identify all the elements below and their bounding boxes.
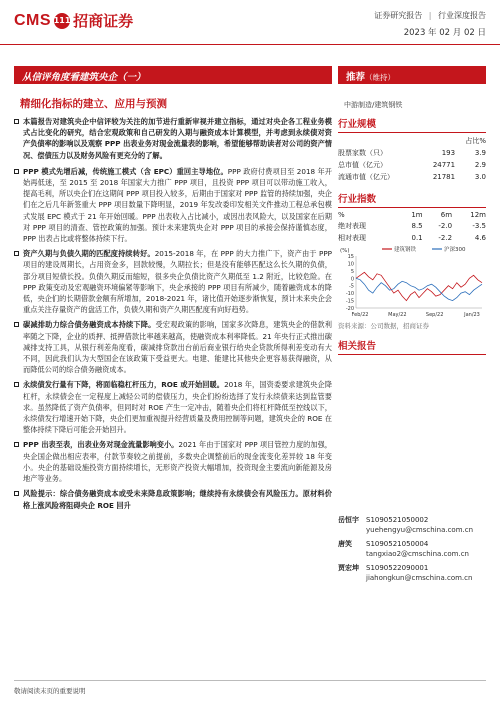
body-paragraph — [14, 379, 332, 435]
y-tick-label: -15 — [345, 298, 354, 305]
table-cell: 6m — [440, 211, 453, 219]
table-cell: 流通市值（亿元） — [338, 173, 394, 181]
rating-sub: （维持） — [365, 73, 396, 82]
analyst-license: S1090521050002 — [366, 516, 429, 524]
x-tick-label: May/22 — [388, 312, 407, 318]
paragraph-lead: 永续债发行量有下降，将面临稳杠杆压力，ROE 或开始回暖。 — [23, 380, 225, 390]
index-chart-svg — [338, 244, 486, 320]
rating-box — [338, 66, 486, 84]
y-tick-label: -5 — [349, 283, 354, 290]
table-cell: -2.2 — [438, 234, 453, 242]
legend-label: 沪深300 — [444, 247, 466, 253]
table-cell — [422, 135, 455, 147]
square-bullet-icon — [14, 251, 19, 256]
paragraph-text: PPP 政府付费项目至 2018 年开始再低迷，至 2015 至 2018 年国家大力推广 PPP 项目，且投资 PPP 项目可以带动施工收入，提高毛利，所以央企们在这期间 PPP 项目投入较多，后期由于国家对 PPP 监管的持续加强，央企们在之后几年新签重大 PPP 项目数量下降明显，2019 年发改委印发相关文件推动工程总承包模式发展 EPC 模式于 21 年开始回暖。PPP 出表收入占比减小，或因出表风险大，以及国家在后期对 PPP 项目的清查、管控政策的加强。预计未来建筑央企对 PPP 项目的承接会保持谨慎态度，PPP 出表占比或将整体持续下行。 — [23, 166, 332, 244]
table-cell — [338, 135, 422, 147]
scale-title: 行业规模 — [338, 116, 486, 133]
table-cell: 193 — [441, 149, 456, 157]
paragraph-text: 受宏观政策的影响，国家多次降息，建筑央企的借款利率随之下降，企业的质押、抵押借款比率越来越高，使融资成本利率降低。21 年央行正式推出碳减排支持工具，从银行利差角度看，碳减排贷款出台前后商业银行给央企贷款所得利差变动有大不同，因此我们认为大型国企在该政策下受益更大。电建、能建比其他央企更容易获得融资，从而降低公司的综合债务融资成本。 — [23, 320, 332, 375]
analyst-email[interactable]: tangxiao2@cmschina.com.cn — [366, 550, 469, 558]
analyst-name: 唐笑 — [338, 540, 352, 548]
body-paragraph — [14, 439, 332, 484]
paragraph-lead: 风险提示： — [23, 489, 60, 499]
table-row — [338, 159, 486, 171]
x-tick-label: Feb/22 — [351, 312, 369, 318]
chart-ylabel: (%) — [340, 248, 350, 254]
y-tick-label: -20 — [345, 306, 354, 312]
sidebar — [338, 116, 486, 583]
y-tick-label: 0 — [350, 276, 354, 283]
doc-type: 证券研究报告 — [374, 11, 423, 20]
table-cell: 1m — [411, 211, 423, 219]
header-meta — [370, 10, 486, 38]
body-paragraph — [14, 319, 332, 375]
table-cell: 占比% — [465, 137, 486, 145]
table-cell: 3.9 — [474, 149, 486, 157]
x-tick-label: Sep/22 — [425, 312, 444, 318]
body-paragraph — [14, 488, 332, 510]
industry-path: 中游制造/建筑钢铁 — [344, 101, 403, 109]
table-cell: 相对表现 — [338, 234, 366, 242]
body-paragraph — [14, 116, 332, 161]
analyst-list — [338, 515, 486, 583]
series-banner: 从信评角度看建筑央企（一） — [14, 66, 332, 84]
analyst-name: 贾宏坤 — [338, 564, 359, 572]
analyst-name: 岳恒宇 — [338, 516, 359, 524]
table-row — [338, 171, 486, 183]
analyst-entry — [338, 515, 486, 535]
square-bullet-icon — [14, 491, 19, 496]
table-header-row — [338, 210, 486, 220]
index-table — [338, 210, 486, 244]
square-bullet-icon — [14, 322, 19, 327]
series-line — [356, 272, 482, 300]
header-separator: | — [428, 11, 432, 20]
square-bullet-icon — [14, 169, 19, 174]
analyst-license: S1090521050004 — [366, 540, 429, 548]
paragraph-lead: 碳减排助力综合债务融资成本持续下降。 — [23, 320, 156, 330]
main-body — [14, 116, 332, 515]
table-cell: % — [338, 211, 345, 219]
table-cell: -3.5 — [472, 222, 486, 230]
y-tick-label: 5 — [350, 268, 354, 275]
table-cell: -2.0 — [438, 222, 453, 230]
table-cell: 24771 — [432, 161, 456, 169]
header-divider — [0, 44, 500, 45]
table-cell: 0.1 — [411, 234, 423, 242]
logo-cn-text: 招商证券 — [73, 12, 134, 30]
analyst-entry — [338, 563, 486, 583]
paragraph-text: 2015-2018 年，在 PPP 的大力推广下，资产由于 PPP 项目的建设周期长，占用资金多，回款较慢，久期拉长；但是没有能够匹配这么长久期的负债，部分项目短债长投。负债久期反而缩短，很多央企负债比资产久期低至 1.2 附近，比较危险。在 PPP 政策变动及宏观融资环境偏紧等影响下，央企承接的 PPP 项目有所减少，随着融资成本的降低，央企们的长期借款金额有所增加，2018-2021 年，诸比值开始逐步渐恢复，预计未来央企会重点关注存量资产的盘活工作，负债久期和资产久期匹配度有向好趋势。 — [23, 249, 332, 315]
table-cell: 8.5 — [411, 222, 423, 230]
y-tick-label: 15 — [347, 254, 354, 260]
body-paragraph — [14, 248, 332, 315]
related-title: 相关报告 — [338, 338, 486, 355]
table-row — [338, 232, 486, 244]
paragraph-lead: PPP 模式先增后减，传统施工模式（含 EPC）重回主导地位。 — [23, 166, 228, 176]
table-cell: 4.6 — [474, 234, 486, 242]
paragraph-text: 2021 年由于国家对 PPP 项目管控力度的加强，央企国企做出相应表率，付款节奏较之前提前，多数央企调整前后的现金流变化差异较 18 年变小。央企的基础设施投资方面持续增长，无形资产投资大幅增加，投资现金主要流向新能源及房地产等业务。 — [23, 440, 332, 484]
analyst-email[interactable]: yuehengyu@cmschina.com.cn — [366, 526, 474, 534]
index-title: 行业指数 — [338, 191, 486, 208]
square-bullet-icon — [14, 382, 19, 387]
analyst-license: S1090522090001 — [366, 564, 429, 572]
paragraph-lead: 资产久期与负债久期的匹配度持续转好。 — [23, 249, 155, 259]
analyst-entry — [338, 539, 486, 559]
paragraph-lead: PPP 出表至表，出表业务对现金流量影响变小。 — [23, 440, 179, 450]
scale-table — [338, 135, 486, 183]
y-tick-label: -10 — [345, 291, 354, 298]
y-tick-label: 10 — [347, 261, 354, 268]
report-subtitle: 精细化指标的建立、应用与预测 — [20, 98, 167, 110]
rating-label: 推荐 — [346, 72, 366, 83]
report-date: 2023 年 02 月 02 日 — [403, 28, 486, 38]
body-paragraph — [14, 166, 332, 244]
analyst-email[interactable]: jiahongkun@cmschina.com.cn — [366, 574, 473, 582]
square-bullet-icon — [14, 119, 19, 124]
square-bullet-icon — [14, 442, 19, 447]
table-row — [338, 147, 486, 159]
table-cell: 2.9 — [474, 161, 486, 169]
table-row — [338, 220, 486, 232]
index-chart — [338, 244, 486, 320]
table-cell: 总市值（亿元） — [338, 161, 387, 169]
page-header — [0, 0, 500, 46]
table-header-row — [338, 135, 486, 147]
x-tick-label: Jan/23 — [464, 312, 480, 318]
chart-source: 资料来源：公司数据，招商证券 — [338, 322, 429, 330]
table-cell: 21781 — [432, 173, 456, 181]
table-cell: 绝对表现 — [338, 222, 366, 230]
footer-divider — [14, 680, 486, 681]
table-cell: 12m — [470, 211, 486, 219]
company-logo — [14, 10, 133, 31]
logo-badge-icon: 111 — [54, 13, 70, 29]
table-cell: 股票家数（只） — [338, 149, 387, 157]
paragraph-text: 本篇报告对建筑央企中信评较为关注的加节进行重新审视并建立指标，通过对央企各工程业务模式占比变化的研究，结合宏观政策和自己研发的入期与融资成本计算模型，并考虑到永续债对资产负债率的影响以及观察 PPP 出表业务对现金流量表的影响，希望能够帮助读者对公司的资产情况、偿债压力以及财务风险有更充分的了解。 — [23, 117, 332, 160]
table-cell: 3.0 — [474, 173, 486, 181]
logo-cms-text: CMS — [14, 11, 52, 29]
footer-note: 敬请阅读末页的重要说明 — [14, 687, 86, 695]
paragraph-text: 2018 年，国资委要求建筑央企降杠杆，永续债会在一定程度上减轻公司的偿债压力，央企们纷纷选择了发行永续债来达到监管要求。虽然降低了资产负债率，但同时对 ROE 产生一定冲击，随着央企们将杠杆降低至控线以下，永续债发行增速开始下降，央企们更加重视提升经营质量及费用控制等问题，建筑央企的 ROE 在整体持续下降后可能会开始回升。 — [23, 380, 333, 435]
doc-kind: 行业深度报告 — [438, 11, 486, 20]
paragraph-text: 综合债务融资成本或受未来降息政策影响；继续持有永续债会有风险压力。原材料价格上涨风险将阻碍央企 ROE 回升 — [23, 489, 332, 510]
legend-label: 建筑钢铁 — [394, 247, 417, 253]
